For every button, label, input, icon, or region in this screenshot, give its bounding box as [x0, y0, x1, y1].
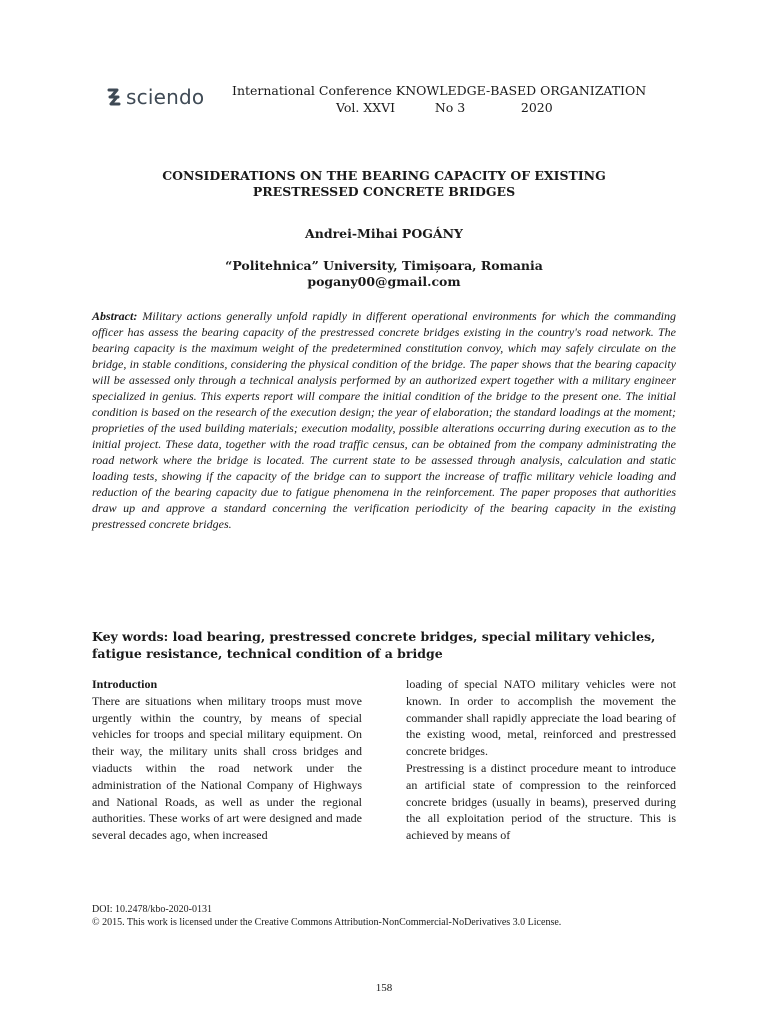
intro-paragraph-2: Prestressing is a distinct procedure meant to introduce an artificial state of compression to the reinforced concrete bridges (usually in beams), preserved during the all exploitation period of the structure. This is achieved by means of — [406, 760, 676, 843]
abstract-text: Military actions generally unfold rapidly in different operational environments for which the commanding officer has assess the bearing capacity of the prestressed concrete bridges existing in the country's road network. The bearing capacity is the maximum weight of the predetermined constitution convoy, which may safely circulate on the bridge, in stable conditions, considering the physical condition of the bridge. The paper shows that the bearing capacity will be assessed only through a technical analysis performed by an authorized expert together with a military engineer specialized in genius. This experts report will compare the initial condition of the bridge to the present one. The initial condition is based on the research of the execution design; the year of elaboration; the standard loadings at the moment; proprieties of the used building materials; execution modality, possible alterations occurring during execution as to the initial project. These data, together with the road traffic census, can be obtained from the company administrating the road network where the bridge is located. The current state to be assessed through analysis, calculation and static loading tests, showing if the capacity of the bridge can to support the increase of traffic military vehicle loading and reduction of the bearing capacity due to fatigue phenomena in the reinforcement. The paper proposes that authorities draw up and approve a standard concerning the verification periodicity of the bearing capacity in the existing prestressed concrete bridges. — [92, 309, 676, 531]
intro-paragraph-1: There are situations when military troops must move urgently within the country, by means of special vehicles for troops and special military equipment. On their way, the military units shall cross bridges and viaducts within the road network under the administration of the National Company of Highways and National Roads, as well as under the regional authorities. These works of art were designed and made several decades ago, when increased — [92, 693, 362, 843]
conference-info — [232, 82, 646, 116]
title-line-1: CONSIDERATIONS ON THE BEARING CAPACITY OF EXISTING — [162, 168, 606, 183]
logo-text: sciendo — [126, 85, 205, 109]
sciendo-logo-icon — [106, 86, 122, 108]
license-notice: © 2015. This work is licensed under the Creative Commons Attribution-NonCommercial-NoDerivatives 3.0 License. — [92, 917, 562, 928]
conference-name: International Conference KNOWLEDGE-BASED ORGANIZATION — [232, 83, 647, 98]
footer-notes — [92, 903, 561, 929]
column-right — [406, 676, 676, 844]
paper-title — [0, 168, 768, 200]
section-heading-introduction: Introduction — [92, 677, 158, 691]
page-number: 158 — [375, 982, 393, 994]
intro-paragraph-continued: loading of special NATO military vehicles were not known. In order to accomplish the movement the commander shall rapidly appreciate the load bearing of the existing wood, metal, reinforced and prestressed concrete bridges. — [406, 677, 676, 759]
author-name: Andrei-Mihai POGÁNY — [305, 226, 463, 241]
keywords: Key words: load bearing, prestressed concrete bridges, special military vehicles, fatigue resistance, technical condition of a bridge — [92, 629, 656, 661]
column-left — [92, 676, 362, 844]
author-email: pogany00@gmail.com — [307, 274, 461, 289]
title-line-2: PRESTRESSED CONCRETE BRIDGES — [252, 184, 516, 199]
abstract — [92, 308, 676, 532]
doi: DOI: 10.2478/kbo-2020-0131 — [92, 904, 212, 915]
volume-line: Vol. XXVI No 3 2020 — [336, 100, 553, 115]
abstract-label: Abstract: — [92, 309, 138, 323]
publisher-logo — [106, 85, 204, 109]
affiliation-block — [0, 258, 768, 290]
affiliation: “Politehnica” University, Timișoara, Romania — [225, 258, 543, 273]
